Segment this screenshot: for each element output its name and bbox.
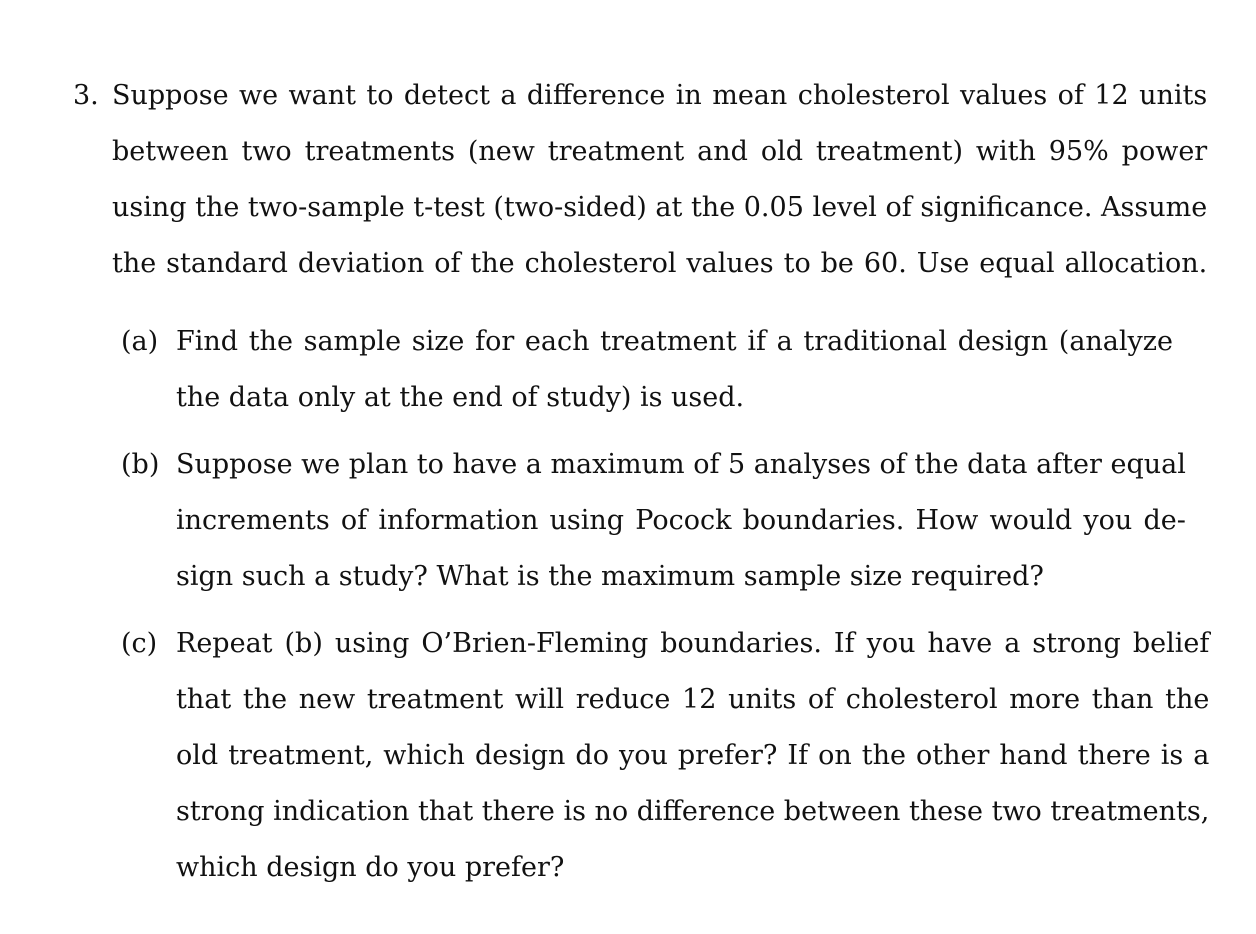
part-text bbox=[176, 321, 1173, 433]
part-label: (c) bbox=[121, 628, 158, 659]
part-line: old treatment, which design do you prefer? If on the other hand there is a bbox=[176, 740, 1210, 771]
part-line: Find the sample size for each treatment if a traditional design (analyze bbox=[176, 326, 1173, 357]
part-line: the data only at the end of study) is used. bbox=[176, 382, 745, 413]
part-label: (a) bbox=[121, 326, 159, 357]
part-line: that the new treatment will reduce 12 units of cholesterol more than the bbox=[176, 684, 1210, 715]
problem-parts bbox=[73, 321, 1210, 903]
problem-statement bbox=[73, 75, 1208, 299]
problem-line: the standard deviation of the cholesterol values to be 60. Use equal allocation. bbox=[112, 248, 1208, 279]
part-c bbox=[121, 623, 1210, 903]
part-line: which design do you prefer? bbox=[176, 852, 565, 883]
part-text bbox=[176, 444, 1186, 612]
part-line: Repeat (b) using O’Brien-Fleming boundaries. If you have a strong belief bbox=[176, 628, 1210, 659]
problem-line: using the two-sample t-test (two-sided) at the 0.05 level of significance. Assume bbox=[112, 192, 1208, 223]
part-line: increments of information using Pocock boundaries. How would you de- bbox=[176, 505, 1186, 536]
problem-line: between two treatments (new treatment and old treatment) with 95% power bbox=[112, 136, 1208, 167]
part-a bbox=[121, 321, 1173, 433]
part-label: (b) bbox=[121, 449, 160, 480]
part-line: sign such a study? What is the maximum sample size required? bbox=[176, 561, 1044, 592]
part-line: Suppose we plan to have a maximum of 5 analyses of the data after equal bbox=[176, 449, 1186, 480]
part-text bbox=[176, 623, 1209, 903]
part-line: strong indication that there is no difference between these two treatments, bbox=[176, 796, 1210, 827]
problem-3 bbox=[73, 75, 1210, 914]
problem-number: 3. bbox=[73, 80, 99, 111]
problem-text bbox=[112, 75, 1207, 299]
part-b bbox=[121, 444, 1186, 612]
problem-line: Suppose we want to detect a difference in mean cholesterol values of 12 units bbox=[112, 80, 1208, 111]
